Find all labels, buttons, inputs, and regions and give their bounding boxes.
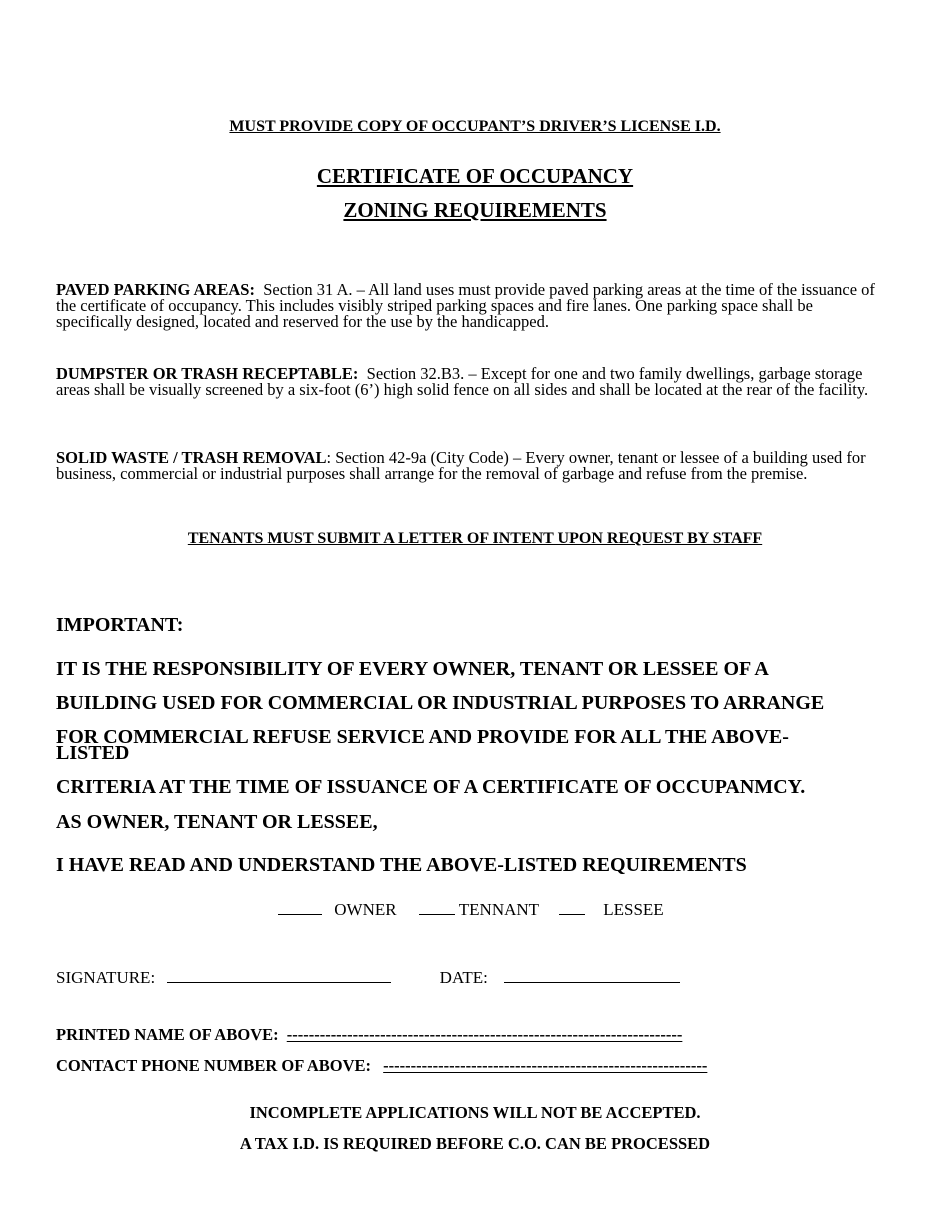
section-text: Section 32.B3. – Except for one and two family dwellings, garbage storage areas shall be visually screened by a six-foot (6’) high solid fence on all sides and shall be located at the rear of the facility. bbox=[56, 364, 869, 399]
license-notice: MUST PROVIDE COPY OF OCCUPANT’S DRIVER’S LICENSE I.D. bbox=[229, 118, 721, 135]
role-selection bbox=[278, 900, 664, 920]
contact-phone-label: CONTACT PHONE NUMBER OF ABOVE: bbox=[56, 1056, 372, 1075]
lessee-blank[interactable] bbox=[559, 900, 585, 915]
document-subtitle: ZONING REQUIREMENTS bbox=[343, 198, 607, 222]
important-line: CRITERIA AT THE TIME OF ISSUANCE OF A CERTIFICATE OF OCCUPANMCY. bbox=[56, 776, 806, 798]
date-field[interactable] bbox=[504, 968, 680, 983]
section-heading: PAVED PARKING AREAS: bbox=[56, 280, 255, 299]
lessee-label: LESSEE bbox=[603, 900, 664, 919]
important-line: BUILDING USED FOR COMMERCIAL OR INDUSTRIAL PURPOSES TO ARRANGE bbox=[56, 692, 825, 714]
section-text: Section 31 A. – All land uses must provide paved parking areas at the time of the issuance of the certificate of occupancy. This includes visibly striped parking spaces and fire lanes. One parking space shall be specifically designed, located and reserved for the use by the handicapped. bbox=[56, 280, 875, 331]
important-line: LISTED bbox=[56, 742, 130, 764]
incomplete-notice: INCOMPLETE APPLICATIONS WILL NOT BE ACCEPTED. bbox=[249, 1103, 701, 1122]
printed-name-label: PRINTED NAME OF ABOVE: bbox=[56, 1025, 279, 1044]
acknowledgement-statement: I HAVE READ AND UNDERSTAND THE ABOVE-LISTED REQUIREMENTS bbox=[56, 854, 747, 876]
tenant-label: TENNANT bbox=[458, 900, 539, 919]
section-heading: DUMPSTER OR TRASH RECEPTABLE: bbox=[56, 364, 359, 383]
tenant-letter-notice: TENANTS MUST SUBMIT A LETTER OF INTENT UPON REQUEST BY STAFF bbox=[187, 530, 763, 547]
contact-phone-field[interactable]: ----------------------------------------------------------- bbox=[383, 1056, 708, 1075]
section-heading: SOLID WASTE / TRASH REMOVAL bbox=[56, 448, 327, 467]
section-solid-waste bbox=[56, 450, 886, 482]
section-text: : Section 42-9a (City Code) – Every owner, tenant or lessee of a building used for business, commercial or industrial purposes shall arrange for the removal of garbage and refuse from the premise. bbox=[56, 448, 866, 483]
owner-label: OWNER bbox=[334, 900, 397, 919]
signature-row bbox=[56, 968, 680, 988]
tenant-blank[interactable] bbox=[419, 900, 455, 915]
section-paved-parking bbox=[56, 282, 886, 330]
important-line: AS OWNER, TENANT OR LESSEE, bbox=[56, 811, 378, 833]
document-title: CERTIFICATE OF OCCUPANCY bbox=[316, 164, 634, 188]
important-line: IT IS THE RESPONSIBILITY OF EVERY OWNER, TENANT OR LESSEE OF A bbox=[56, 658, 769, 680]
signature-field[interactable] bbox=[167, 968, 391, 983]
tax-id-notice: A TAX I.D. IS REQUIRED BEFORE C.O. CAN BE PROCESSED bbox=[239, 1134, 711, 1153]
owner-blank[interactable] bbox=[278, 900, 322, 915]
section-dumpster bbox=[56, 366, 886, 398]
printed-name-field[interactable]: ------------------------------------------------------------------------ bbox=[286, 1025, 683, 1044]
important-line: FOR COMMERCIAL REFUSE SERVICE AND PROVIDE FOR ALL THE ABOVE- bbox=[56, 726, 789, 748]
important-label: IMPORTANT: bbox=[56, 614, 184, 636]
printed-name-row bbox=[56, 1025, 682, 1045]
date-label: DATE: bbox=[439, 968, 488, 987]
signature-label: SIGNATURE: bbox=[56, 968, 156, 987]
contact-phone-row bbox=[56, 1056, 707, 1076]
